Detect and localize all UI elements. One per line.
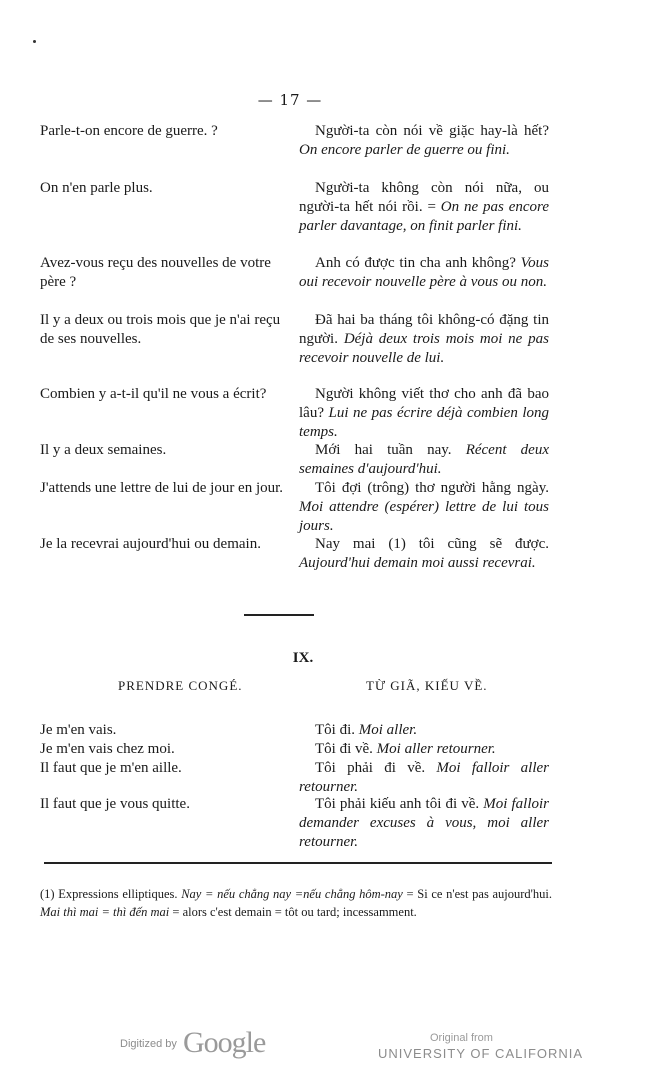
vn-text: Người-ta không còn nói nữa, ou người-ta hết nói rồi. = <box>299 180 549 215</box>
subhead-vn: TỪ GIÃ, KIẾU VỀ. <box>366 678 488 693</box>
vn-short-entry <box>299 721 549 740</box>
vn-gloss: Moi falloir aller retourner. <box>299 760 550 795</box>
fr-line: Combien y a-t-il qu'il ne vous a écrit? <box>40 386 267 402</box>
vn-entry <box>299 479 549 536</box>
footnote-d: Mai thì mai = thì đến mai <box>40 905 170 919</box>
fr-line: Je la recevrai aujourd'hui ou demain. <box>40 536 261 552</box>
page-number: — 17 — <box>257 91 323 109</box>
fr-line: J'attends une lettre de lui de jour en jour. <box>40 480 284 496</box>
vn-entry <box>299 535 549 573</box>
fr-line: Il y a deux semaines. <box>40 442 167 458</box>
vn-text: Tôi phải kiếu anh tôi đi về. <box>315 796 480 812</box>
footnote-e: = alors c'est demain = tôt ou tard; incessamment. <box>172 905 417 919</box>
vn-text: Đã hai ba tháng tôi không-có đặng tin người. <box>299 312 549 347</box>
vn-gloss: Récent deux semaines d'aujourd'hui. <box>299 442 549 477</box>
fr-line: Parle-t-on encore de guerre. ? <box>40 123 218 139</box>
vn-entry <box>299 311 549 368</box>
vn-text: Tôi đợi (trông) thơ người hằng ngày. <box>315 480 549 496</box>
vn-short-entry <box>299 795 549 852</box>
vn-entry <box>299 385 549 442</box>
fr-line: On n'en parle plus. <box>40 180 153 196</box>
fr-short-line: Il faut que je m'en aille. <box>40 760 182 776</box>
fr-short-line: Il faut que je vous quitte. <box>40 796 190 812</box>
vn-entry <box>299 122 549 160</box>
vn-text: Anh có được tin cha anh không? <box>315 255 516 271</box>
section-divider <box>244 614 314 616</box>
vn-text: Nay mai (1) tôi cũng sẽ được. <box>315 536 549 552</box>
footnote-b: Nay = nếu chẳng nay =nếu chẳng hôm-nay <box>181 887 403 901</box>
fr-short-line: Je m'en vais chez moi. <box>40 741 175 757</box>
vn-gloss: Moi aller. <box>358 722 418 738</box>
footnote-a: (1) Expressions elliptiques. <box>40 887 178 901</box>
fr-short-line: Je m'en vais. <box>40 722 117 738</box>
section-number: IX. <box>292 650 314 666</box>
vn-entry <box>299 254 549 292</box>
vn-entry <box>299 179 549 236</box>
vn-text: Người không viết thơ cho anh đã bao lâu? <box>299 386 549 421</box>
fr-line: Avez-vous reçu des nouvelles de votre père ? <box>40 255 271 290</box>
footnote-c: = Si ce n'est pas aujourd'hui. <box>406 887 553 901</box>
fr-line: Il y a deux ou trois mois que je n'ai reçu de ses nouvelles. <box>40 312 281 347</box>
vn-gloss: Déjà deux trois mois moi ne pas recevoir nouvelle de lui. <box>299 331 549 366</box>
vn-entry <box>299 441 549 479</box>
vn-gloss: Lui ne pas écrire déjà combien long temps. <box>299 405 550 440</box>
vn-gloss: Vous oui recevoir nouvelle père à vous ou non. <box>299 255 549 290</box>
vn-short-entry <box>299 759 549 797</box>
google-logo: Google <box>183 1026 266 1059</box>
digitized-label: Digitized by <box>120 1038 177 1050</box>
university-label: UNIVERSITY OF CALIFORNIA <box>378 1046 584 1061</box>
ink-speck <box>33 40 36 43</box>
vn-text: Tôi đi về. <box>315 741 373 757</box>
vn-text: Tôi đi. <box>315 722 355 738</box>
vn-gloss: On ne pas encore parler davantage, on finit parler fini. <box>299 199 549 234</box>
vn-gloss: On encore parler de guerre ou fini. <box>299 142 510 158</box>
vn-gloss: Moi falloir demander excuses à vous, moi aller retourner. <box>299 796 549 850</box>
footnote-rule <box>44 862 552 864</box>
vn-text: Mới hai tuần nay. <box>315 442 452 458</box>
footnote <box>40 885 552 921</box>
vn-text: Tôi phải đi về. <box>315 760 426 776</box>
subhead-fr: PRENDRE CONGÉ. <box>118 678 243 693</box>
vn-gloss: Aujourd'hui demain moi aussi recevrai. <box>299 555 536 571</box>
original-from-label: Original from <box>430 1032 493 1044</box>
vn-short-entry <box>299 740 549 759</box>
vn-text: Người-ta còn nói về giặc hay-là hết? <box>315 123 549 139</box>
vn-gloss: Moi aller retourner. <box>376 741 496 757</box>
vn-gloss: Moi attendre (espérer) lettre de lui tous jours. <box>299 499 549 534</box>
